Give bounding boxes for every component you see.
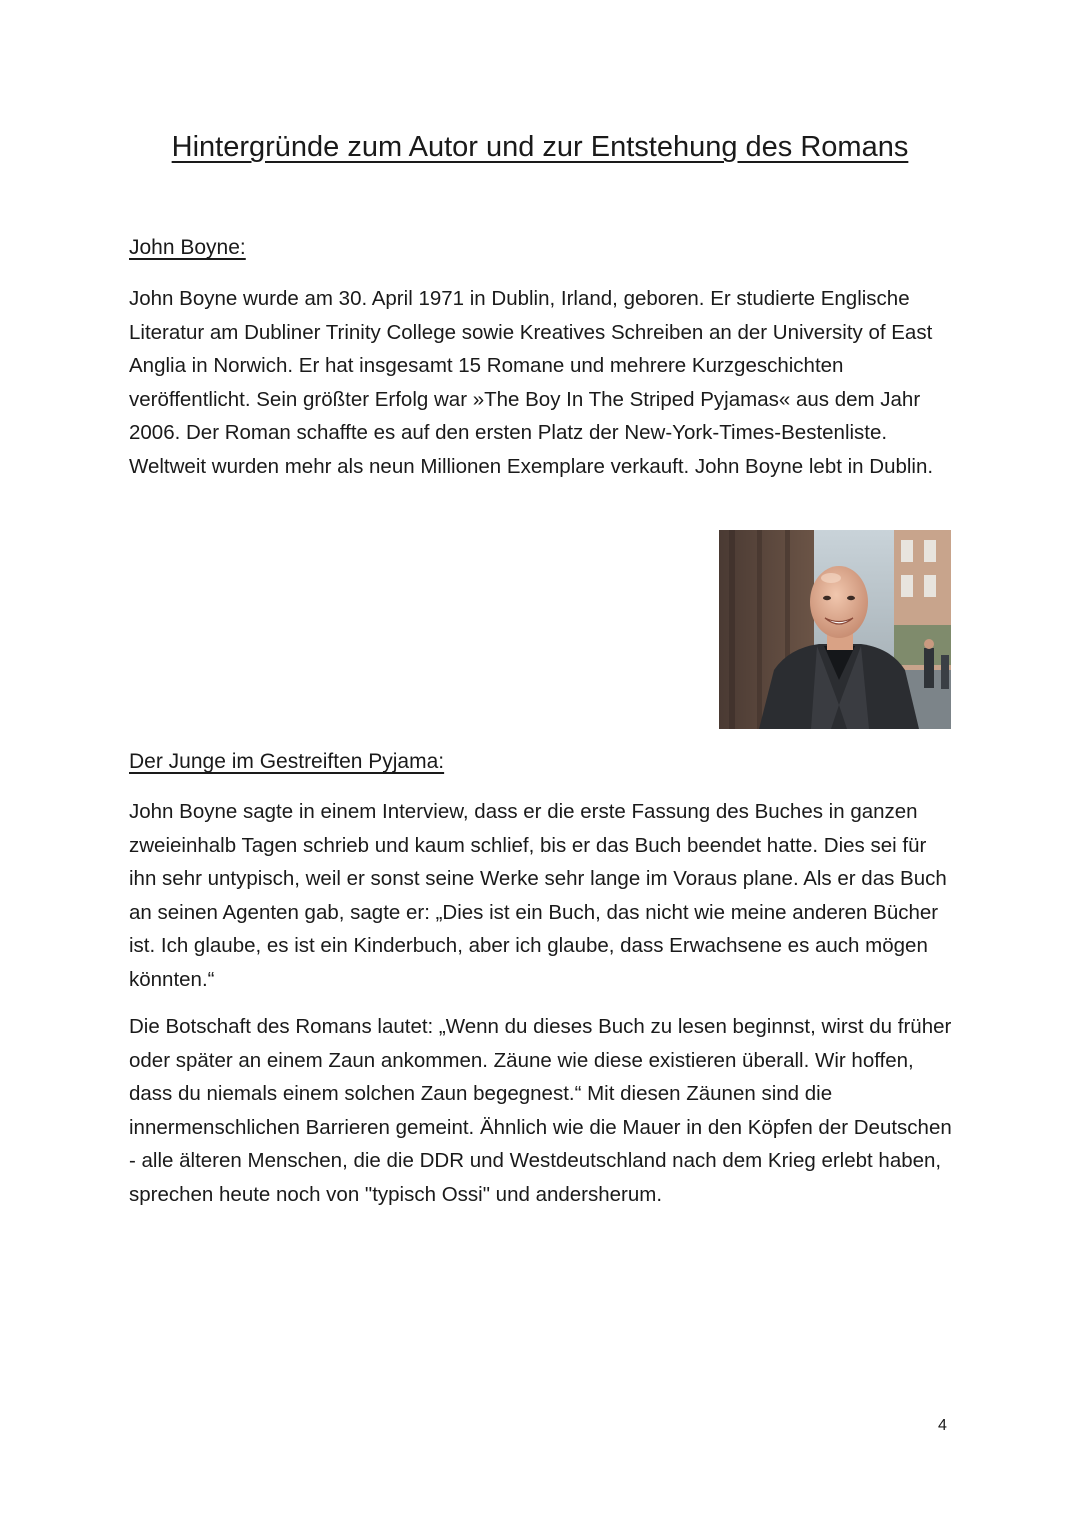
page-number: 4 — [938, 1417, 947, 1434]
paragraph-message: Die Botschaft des Romans lautet: „Wenn du dieses Buch zu lesen beginnst, wirst du früher oder später an einem Zaun ankommen. Zäune wie diese existieren überall. Wir hoffen, dass du niemals einem solchen Zaun begegnest.“ Mit diesen Zäunen sind die innermenschlichen Barrieren gemeint. Ähnlich wie die Mauer in den Köpfen der Deutschen - alle älteren Menschen, die die DDR und Westdeutschland nach dem Krieg erlebt haben, sprechen heute noch von "typisch Ossi" und andersherum. — [129, 1015, 952, 1206]
section-heading-novel: Der Junge im Gestreiften Pyjama: — [129, 750, 445, 773]
author-photo — [719, 530, 951, 729]
paragraph-biography: John Boyne wurde am 30. April 1971 in Dublin, Irland, geboren. Er studierte Englische Literatur am Dubliner Trinity College sowie Kreatives Schreiben an der University of East Anglia in Norwich. Er hat insgesamt 15 Romane und mehrere Kurzgeschichten veröffentlicht. Sein größter Erfolg war »The Boy In The Striped Pyjamas« aus dem Jahr 2006. Der Roman schaffte es auf den ersten Platz der New-York-Times-Bestenliste. Weltweit wurden mehr als neun Millionen Exemplare verkauft. John Boyne lebt in Dublin. — [129, 287, 934, 478]
section-heading-john-boyne: John Boyne: — [129, 236, 246, 259]
paragraph-interview: John Boyne sagte in einem Interview, dass er die erste Fassung des Buches in ganzen zweieinhalb Tagen schrieb und kaum schlief, bis er das Buch beendet hatte. Dies sei für ihn sehr untypisch, weil er sonst seine Werke sehr lange im Voraus plane. Als er das Buch an seinen Agenten gab, sagte er: „Dies ist ein Buch, das nicht wie meine anderen Bücher ist. Ich glaube, es ist ein Kinderbuch, aber ich glaube, dass Erwachsene es auch mögen könnten.“ — [129, 800, 947, 991]
page-title: Hintergründe zum Autor und zur Entstehung des Romans — [171, 131, 909, 163]
